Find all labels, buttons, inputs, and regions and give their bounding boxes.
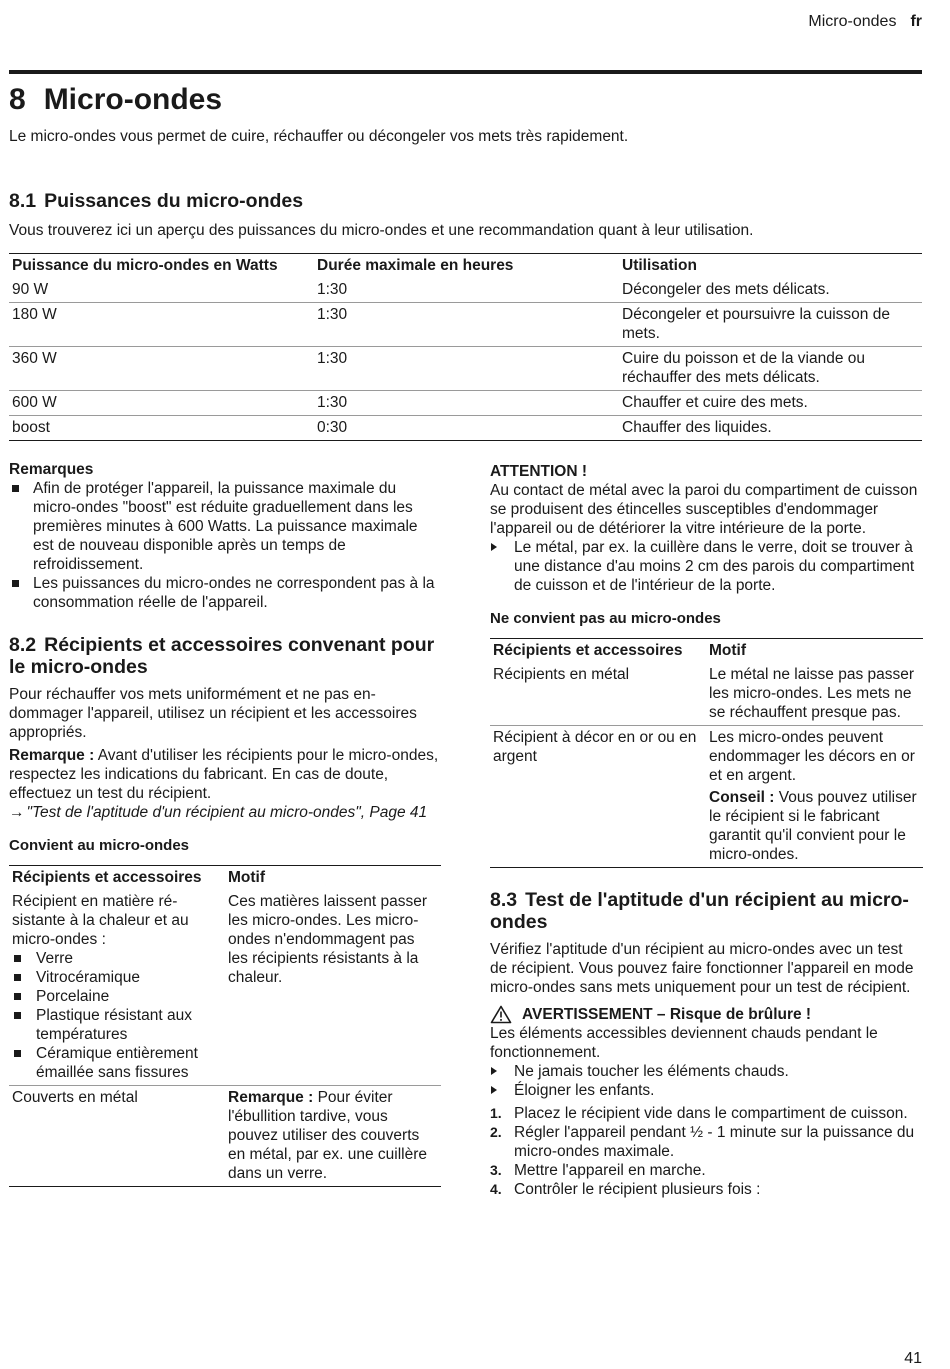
- section-8-2-note: [9, 746, 441, 803]
- unsuitable-title: Ne convient pas au micro-ondes: [490, 610, 721, 627]
- right-column: [490, 462, 923, 1199]
- table-row: [9, 347, 922, 391]
- note-text: Pour éviter l'ébullition tardive, vous pouvez utiliser des couverts en métal, par ex. une cuillère dans un verre.: [228, 1089, 428, 1182]
- cross-reference-link[interactable]: [9, 803, 441, 822]
- reason-text: Les micro-ondes peuvent endommager les décors en or et en argent.: [709, 729, 915, 784]
- section-8-1-title: [9, 190, 303, 212]
- section-8-3-title-text: Test de l'aptitude d'un récipient au micro-ondes: [490, 889, 909, 933]
- attention-text: Au contact de métal avec la paroi du compartiment de cuisson se produisent des étincelles susceptibles d'endommager l'appareil ou de détériorer la vitre intérieure de la porte.: [490, 482, 918, 537]
- step-number: 1.: [490, 1105, 502, 1121]
- left-column: [9, 460, 441, 1187]
- running-header: [808, 12, 922, 31]
- warning-title: AVERTISSEMENT – Risque de brûlure !: [522, 1006, 812, 1023]
- section-8-3-title: [490, 889, 923, 933]
- remarks-list: [9, 479, 441, 612]
- note-label: Remarque :: [228, 1089, 314, 1106]
- chapter-number: 8: [9, 83, 26, 116]
- power-cell: 180 W: [12, 306, 57, 323]
- table-header-row: [490, 639, 923, 664]
- column-header: Utilisation: [622, 257, 697, 274]
- section-8-3-number: 8.3: [490, 889, 518, 911]
- warning-text: Les éléments accessibles deviennent chauds pendant le fonctionnement.: [490, 1025, 878, 1061]
- chapter-title-text: Micro-ondes: [43, 83, 223, 116]
- table-row: [9, 391, 922, 416]
- list-item: Céramique entièrement émaillée sans fissures: [12, 1044, 222, 1082]
- step-text: Placez le récipient vide dans le compartiment de cuisson.: [514, 1105, 908, 1122]
- remarks-title: Remarques: [9, 461, 94, 478]
- reason-cell: [706, 726, 923, 868]
- list-item: Ne jamais toucher les éléments chauds.: [490, 1062, 923, 1081]
- duration-cell: 1:30: [317, 306, 348, 323]
- section-8-2-number: 8.2: [9, 634, 37, 656]
- section-8-1-intro: Vous trouverez ici un aperçu des puissances du micro-ondes et une recommandation quant à leur utilisation.: [9, 222, 754, 239]
- steps-list: [490, 1104, 923, 1199]
- column-header: Puissance du micro-ondes en Watts: [12, 257, 278, 274]
- table-row: [9, 1086, 441, 1187]
- reason-cell: Ces matières laissent passer les micro-ondes. Les micro-ondes n'endommagent pas les récipients résistants à la chaleur.: [228, 893, 427, 986]
- usage-cell: Décongeler et poursuivre la cuisson de mets.: [622, 306, 890, 342]
- chapter-intro: Le micro-ondes vous permet de cuire, réchauffer ou décongeler vos mets très rapidement.: [9, 128, 629, 145]
- cross-reference-text[interactable]: "Test de l'aptitude d'un récipient au micro-ondes", Page 41: [26, 804, 428, 821]
- table-row: [9, 278, 922, 303]
- unsuitable-table: [490, 638, 923, 868]
- tip-label: Conseil :: [709, 789, 775, 806]
- step-item: [490, 1104, 923, 1123]
- column-header: Récipients et accessoires: [12, 869, 202, 886]
- item-cell: Couverts en métal: [12, 1089, 138, 1106]
- section-8-2-intro: Pour réchauffer vos mets uniformément et ne pas endommager l'appareil, utilisez un récipient et les accessoires appropriés.: [9, 686, 417, 741]
- list-item: Les puissances du micro-ondes ne correspondent pas à la consommation réelle de l'appareil.: [9, 574, 441, 612]
- table-header-row: [9, 254, 922, 279]
- step-text: Régler l'appareil pendant ½ - 1 minute sur la puissance du micro-ondes maximale.: [514, 1124, 915, 1160]
- list-item: Le métal, par ex. la cuillère dans le verre, doit se trouver à une distance d'au moins 2 cm des parois du compartiment de cuisson et de l'intérieur de la porte.: [490, 538, 923, 595]
- tip: [709, 788, 920, 864]
- column-header: Récipients et accessoires: [493, 642, 683, 659]
- header-rule: [9, 70, 922, 74]
- step-number: 3.: [490, 1162, 502, 1178]
- arrow-right-icon: →: [9, 804, 25, 821]
- step-item: [490, 1180, 923, 1199]
- item-cell: Récipients en métal: [493, 666, 630, 683]
- material-list: [12, 949, 222, 1082]
- list-item: Verre: [12, 949, 222, 968]
- usage-cell: Chauffer des liquides.: [622, 419, 772, 436]
- section-8-2-title: [9, 634, 441, 678]
- usage-cell: Cuire du poisson et de la viande ou réchauffer des mets délicats.: [622, 350, 865, 386]
- suitable-title: Convient au micro-ondes: [9, 837, 190, 854]
- step-item: [490, 1123, 923, 1161]
- power-cell: 360 W: [12, 350, 57, 367]
- item-cell: Récipient à décor en or ou en argent: [493, 729, 697, 765]
- header-language: fr: [910, 13, 922, 30]
- duration-cell: 0:30: [317, 419, 348, 436]
- note-text: Avant d'utiliser les récipients pour le micro-ondes, respectez les indications du fabricant. En cas de doute, effectuez un test du récipient.: [9, 747, 439, 802]
- attention-title: ATTENTION !: [490, 463, 588, 480]
- section-8-3-intro: Vérifiez l'aptitude d'un récipient au micro-ondes avec un test de récipient. Vous pouvez faire fonctionner l'appareil en mode micro-ondes sans mets uniquement pour un test de récipient.: [490, 941, 914, 996]
- duration-cell: 1:30: [317, 394, 348, 411]
- list-item: Plastique résistant aux températures: [12, 1006, 222, 1044]
- duration-cell: 1:30: [317, 350, 348, 367]
- power-table: [9, 253, 922, 441]
- suitable-table: [9, 865, 441, 1187]
- table-row: [490, 726, 923, 868]
- warning-heading: [490, 1005, 923, 1024]
- table-row: [9, 416, 922, 441]
- attention-list: [490, 538, 923, 595]
- page-number: 41: [904, 1350, 922, 1367]
- table-header-row: [9, 866, 441, 891]
- tip-text: Vous pouvez utiliser le récipient si le fabricant garantit qu'il convient pour le micro-ondes.: [709, 789, 917, 863]
- item-text: Récipient en matière résistante à la chaleur et au micro-ondes :: [12, 893, 189, 948]
- step-text: Contrôler le récipient plusieurs fois :: [514, 1181, 761, 1198]
- column-header: Durée maximale en heures: [317, 257, 514, 274]
- warning-triangle-icon: [490, 1005, 512, 1024]
- section-8-2-title-text: Récipients et accessoires convenant pour le micro-ondes: [9, 634, 435, 678]
- table-row: [490, 663, 923, 726]
- note-label: Remarque :: [9, 747, 95, 764]
- power-cell: boost: [12, 419, 50, 436]
- warning-list: [490, 1062, 923, 1100]
- item-cell: [9, 890, 225, 1086]
- list-item: Vitrocéramique: [12, 968, 222, 987]
- header-section: Micro-ondes: [808, 13, 897, 30]
- column-header: Motif: [228, 869, 266, 886]
- table-row: [9, 890, 441, 1086]
- list-item: Afin de protéger l'appareil, la puissance maximale du micro-ondes "boost" est réduite graduellement dans les premières minutes à 600 Watts. La puissance maximale est de nouveau disponible après un temps de refroidissement.: [9, 479, 441, 574]
- list-item: Porcelaine: [12, 987, 222, 1006]
- power-cell: 600 W: [12, 394, 57, 411]
- step-item: [490, 1161, 923, 1180]
- section-8-1-number: 8.1: [9, 190, 37, 212]
- step-number: 2.: [490, 1124, 502, 1140]
- reason-cell: Le métal ne laisse pas passer les micro-ondes. Les mets ne se réchauffent presque pas.: [709, 666, 915, 721]
- power-cell: 90 W: [12, 281, 49, 298]
- usage-cell: Chauffer et cuire des mets.: [622, 394, 808, 411]
- reason-cell: [225, 1086, 441, 1187]
- column-header: Motif: [709, 642, 747, 659]
- section-8-1-title-text: Puissances du micro-ondes: [44, 190, 304, 212]
- step-number: 4.: [490, 1181, 502, 1197]
- duration-cell: 1:30: [317, 281, 348, 298]
- list-item: Éloigner les enfants.: [490, 1081, 923, 1100]
- chapter-title: [9, 82, 222, 118]
- table-row: [9, 303, 922, 347]
- step-text: Mettre l'appareil en marche.: [514, 1162, 706, 1179]
- usage-cell: Décongeler des mets délicats.: [622, 281, 830, 298]
